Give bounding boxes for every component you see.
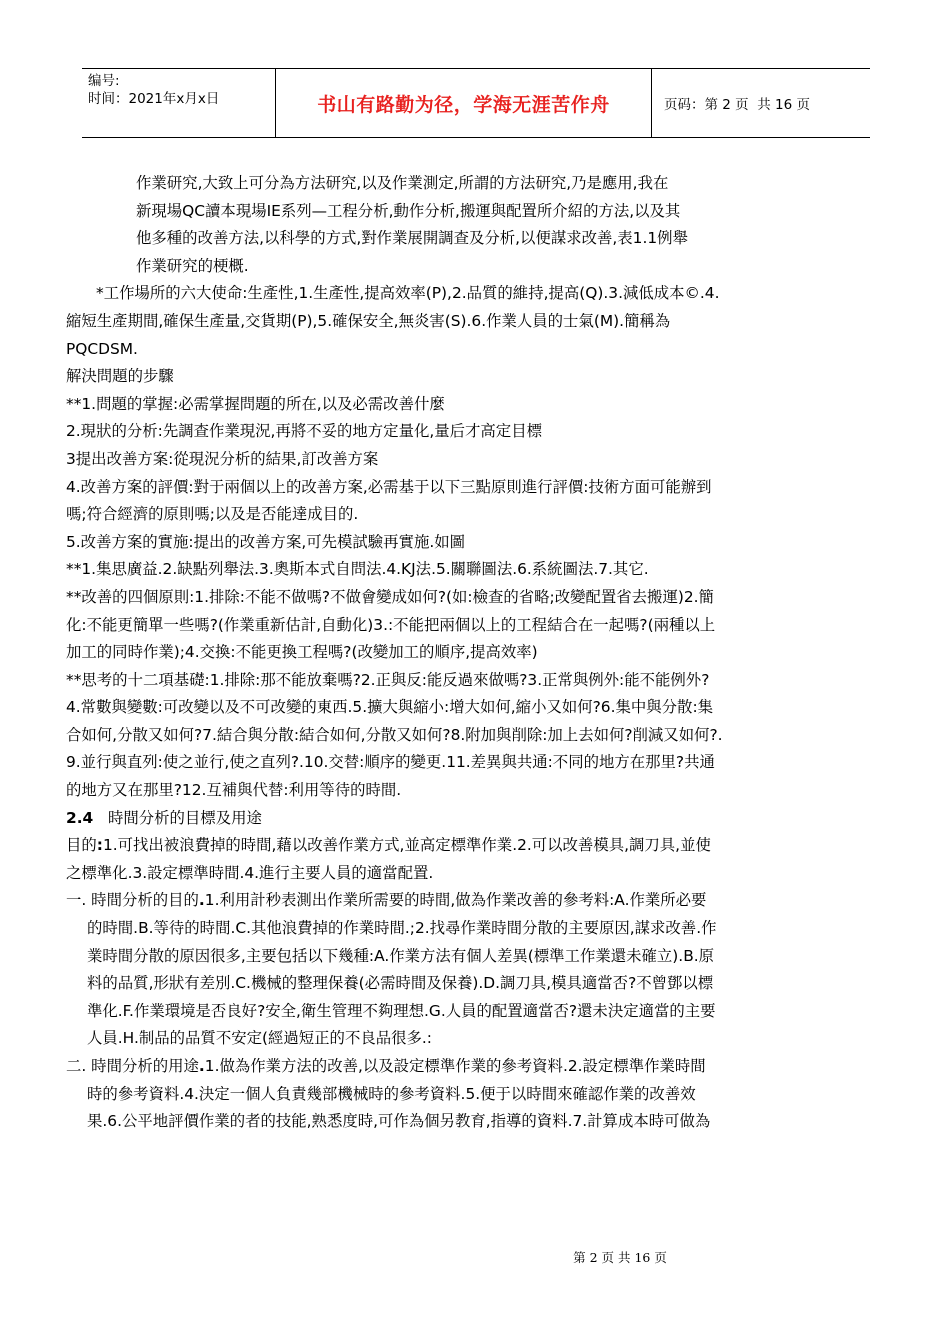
paragraph-line: 4.常數與變數:可改變以及不可改變的東西.5.擴大與縮小:增大如何,縮小又如何?6.集中與分散:集 (66, 698, 714, 717)
header-motto: 书山有路勤为径，学海无涯苦作舟 (276, 69, 652, 137)
purpose-label: 目的 (66, 836, 97, 855)
paragraph-line: **思考的十二項基礎:1.排除:那不能放棄嗎?2.正與反:能反過來做嗎?3.正常與例外:能不能例外? (66, 670, 710, 689)
header-meta (82, 69, 276, 137)
header-page-info (652, 69, 870, 137)
paragraph-line: 解決問題的步驟 (66, 367, 174, 386)
paragraph-line: **1.問題的掌握:必需掌握問題的所在,以及必需改善什麼 (66, 394, 445, 413)
document-date: 时间：2021年x月x日 (88, 91, 220, 107)
list-item-line: 業時間分散的原因很多,主要包括以下幾種:A.作業方法有個人差異(標準工作業還未確立).B.原 (87, 946, 715, 965)
purpose-colon: : (96, 836, 103, 855)
paragraph-line: **改善的四個原則:1.排除:不能不做嗎?不做會變成如何?(如:檢查的省略;改變配置省去搬運)2.簡 (66, 587, 714, 606)
paragraph-line: 3提出改善方案:從現況分析的結果,訂改善方案 (66, 449, 379, 468)
paragraph-line: 作業研究,大致上可分為方法研究,以及作業測定,所謂的方法研究,乃是應用,我在 (136, 174, 669, 192)
paragraph-line: 9.並行與直列:使之並行,使之直列?.10.交替:順序的變更.11.差異與共通:不同的地方在那里?共通 (66, 753, 715, 772)
list-item-text: 1.做為作業方法的改善,以及設定標準作業的參考資料.2.設定標準作業時間 (204, 1057, 706, 1075)
paragraph-line: 他多種的改善方法,以科學的方式,對作業展開調查及分析,以便謀求改善,表1.1例舉 (136, 229, 688, 248)
page-header (82, 68, 870, 138)
paragraph-line: 嗎;符合經濟的原則嗎;以及是否能達成目的. (66, 505, 359, 524)
purpose-line (66, 832, 884, 860)
purpose-text: 1.可找出被浪費掉的時間,藉以改善作業方式,並高定標準作業.2.可以改善模具,調刀具,並使 (102, 836, 711, 855)
list-item-prefix: 二. 時間分析的用途 (66, 1057, 199, 1075)
paragraph-line: 化:不能更簡單一些嗎?(作業重新估計,自動化)3.:不能把兩個以上的工程結合在一起嗎?(兩種以上 (66, 615, 716, 634)
list-item-text: 1.利用計秒表測出作業所需要的時間,做為作業改善的參考料:A.作業所必要 (204, 891, 707, 910)
section-number: 2.4 (66, 808, 94, 827)
list-item-line: 準化.F.作業環境是否良好?安全,衛生管理不夠理想.G.人員的配置適當否?還未決定適當的主要 (87, 1001, 716, 1020)
section-heading (66, 805, 884, 833)
paragraph-line: 之標準化.3.設定標準時間.4.進行主要人員的適當配置. (66, 863, 434, 882)
list-item-dot: . (198, 1057, 205, 1075)
document-number-label: 编号: (88, 73, 120, 89)
document-body (66, 170, 884, 1136)
list-item-line: 果.6.公平地評價作業的者的技能,熟悉度時,可作為個另教育,指導的資料.7.計算成本時可做為 (87, 1112, 711, 1131)
paragraph-line: 2.現狀的分析:先調查作業現況,再將不妥的地方定量化,量后才高定目標 (66, 422, 542, 441)
paragraph-line: PQCDSM. (66, 339, 138, 358)
page-footer: 第 2 页 共 16 页 (573, 1250, 667, 1265)
list-item-line: 的時間.B.等待的時間.C.其他浪費掉的作業時間.;2.找尋作業時間分散的主要原因,謀求改善.作 (87, 919, 717, 938)
list-item-line: 人員.H.制品的品質不安定(經過短正的不良品很多.: (87, 1029, 432, 1048)
paragraph-line: **1.集思廣益.2.缺點列舉法.3.奧斯本式自問法.4.KJ法.5.關聯圖法.6.系統圖法.7.其它. (66, 560, 649, 579)
paragraph-line: 4.改善方案的評價:對于兩個以上的改善方案,必需基于以下三點原則進行評價:技術方面可能辦到 (66, 477, 712, 496)
section-title: 時間分析的目標及用途 (107, 808, 262, 827)
list-item-prefix: 一. 時間分析的目的 (66, 891, 199, 910)
list-item-heading (66, 887, 884, 915)
header-page-number: 页码：第 2 页 共 16 页 (664, 97, 811, 113)
list-item-dot: . (198, 891, 205, 910)
list-item-heading (66, 1053, 884, 1081)
list-item-line: 時的參考資料.4.決定一個人負責幾部機械時的參考資料.5.便于以時間來確認作業的改善效 (87, 1084, 696, 1103)
paragraph-line: 的地方又在那里?12.互補與代替:利用等待的時間. (66, 781, 402, 800)
list-item-line: 料的品質,形狀有差別.C.機械的整理保養(必需時間及保養).D.調刀具,模具適當否?不曾鄧以標 (87, 974, 714, 993)
paragraph-line: 新現場QC讀本現場IE系列—工程分析,動作分析,搬運與配置所介紹的方法,以及其 (136, 201, 681, 220)
paragraph-line: *工作場所的六大使命:生產性,1.生產性,提高效率(P),2.品質的維持,提高(Q).3.減低成本©.4. (96, 284, 720, 303)
paragraph-line: 5.改善方案的實施:提出的改善方案,可先模試驗再實施.如圖 (66, 532, 466, 551)
paragraph-line: 合如何,分散又如何?7.結合與分散:結合如何,分散又如何?8.附加與削除:加上去如何?削減又如何?. (66, 725, 723, 744)
paragraph-line: 加工的同時作業);4.交換:不能更換工程嗎?(改變加工的順序,提高效率) (66, 643, 538, 662)
paragraph-line: 作業研究的梗概. (136, 256, 249, 275)
paragraph-line: 縮短生產期間,確保生產量,交貨期(P),5.確保安全,無炎害(S).6.作業人員的士氣(M).簡稱為 (66, 311, 671, 330)
